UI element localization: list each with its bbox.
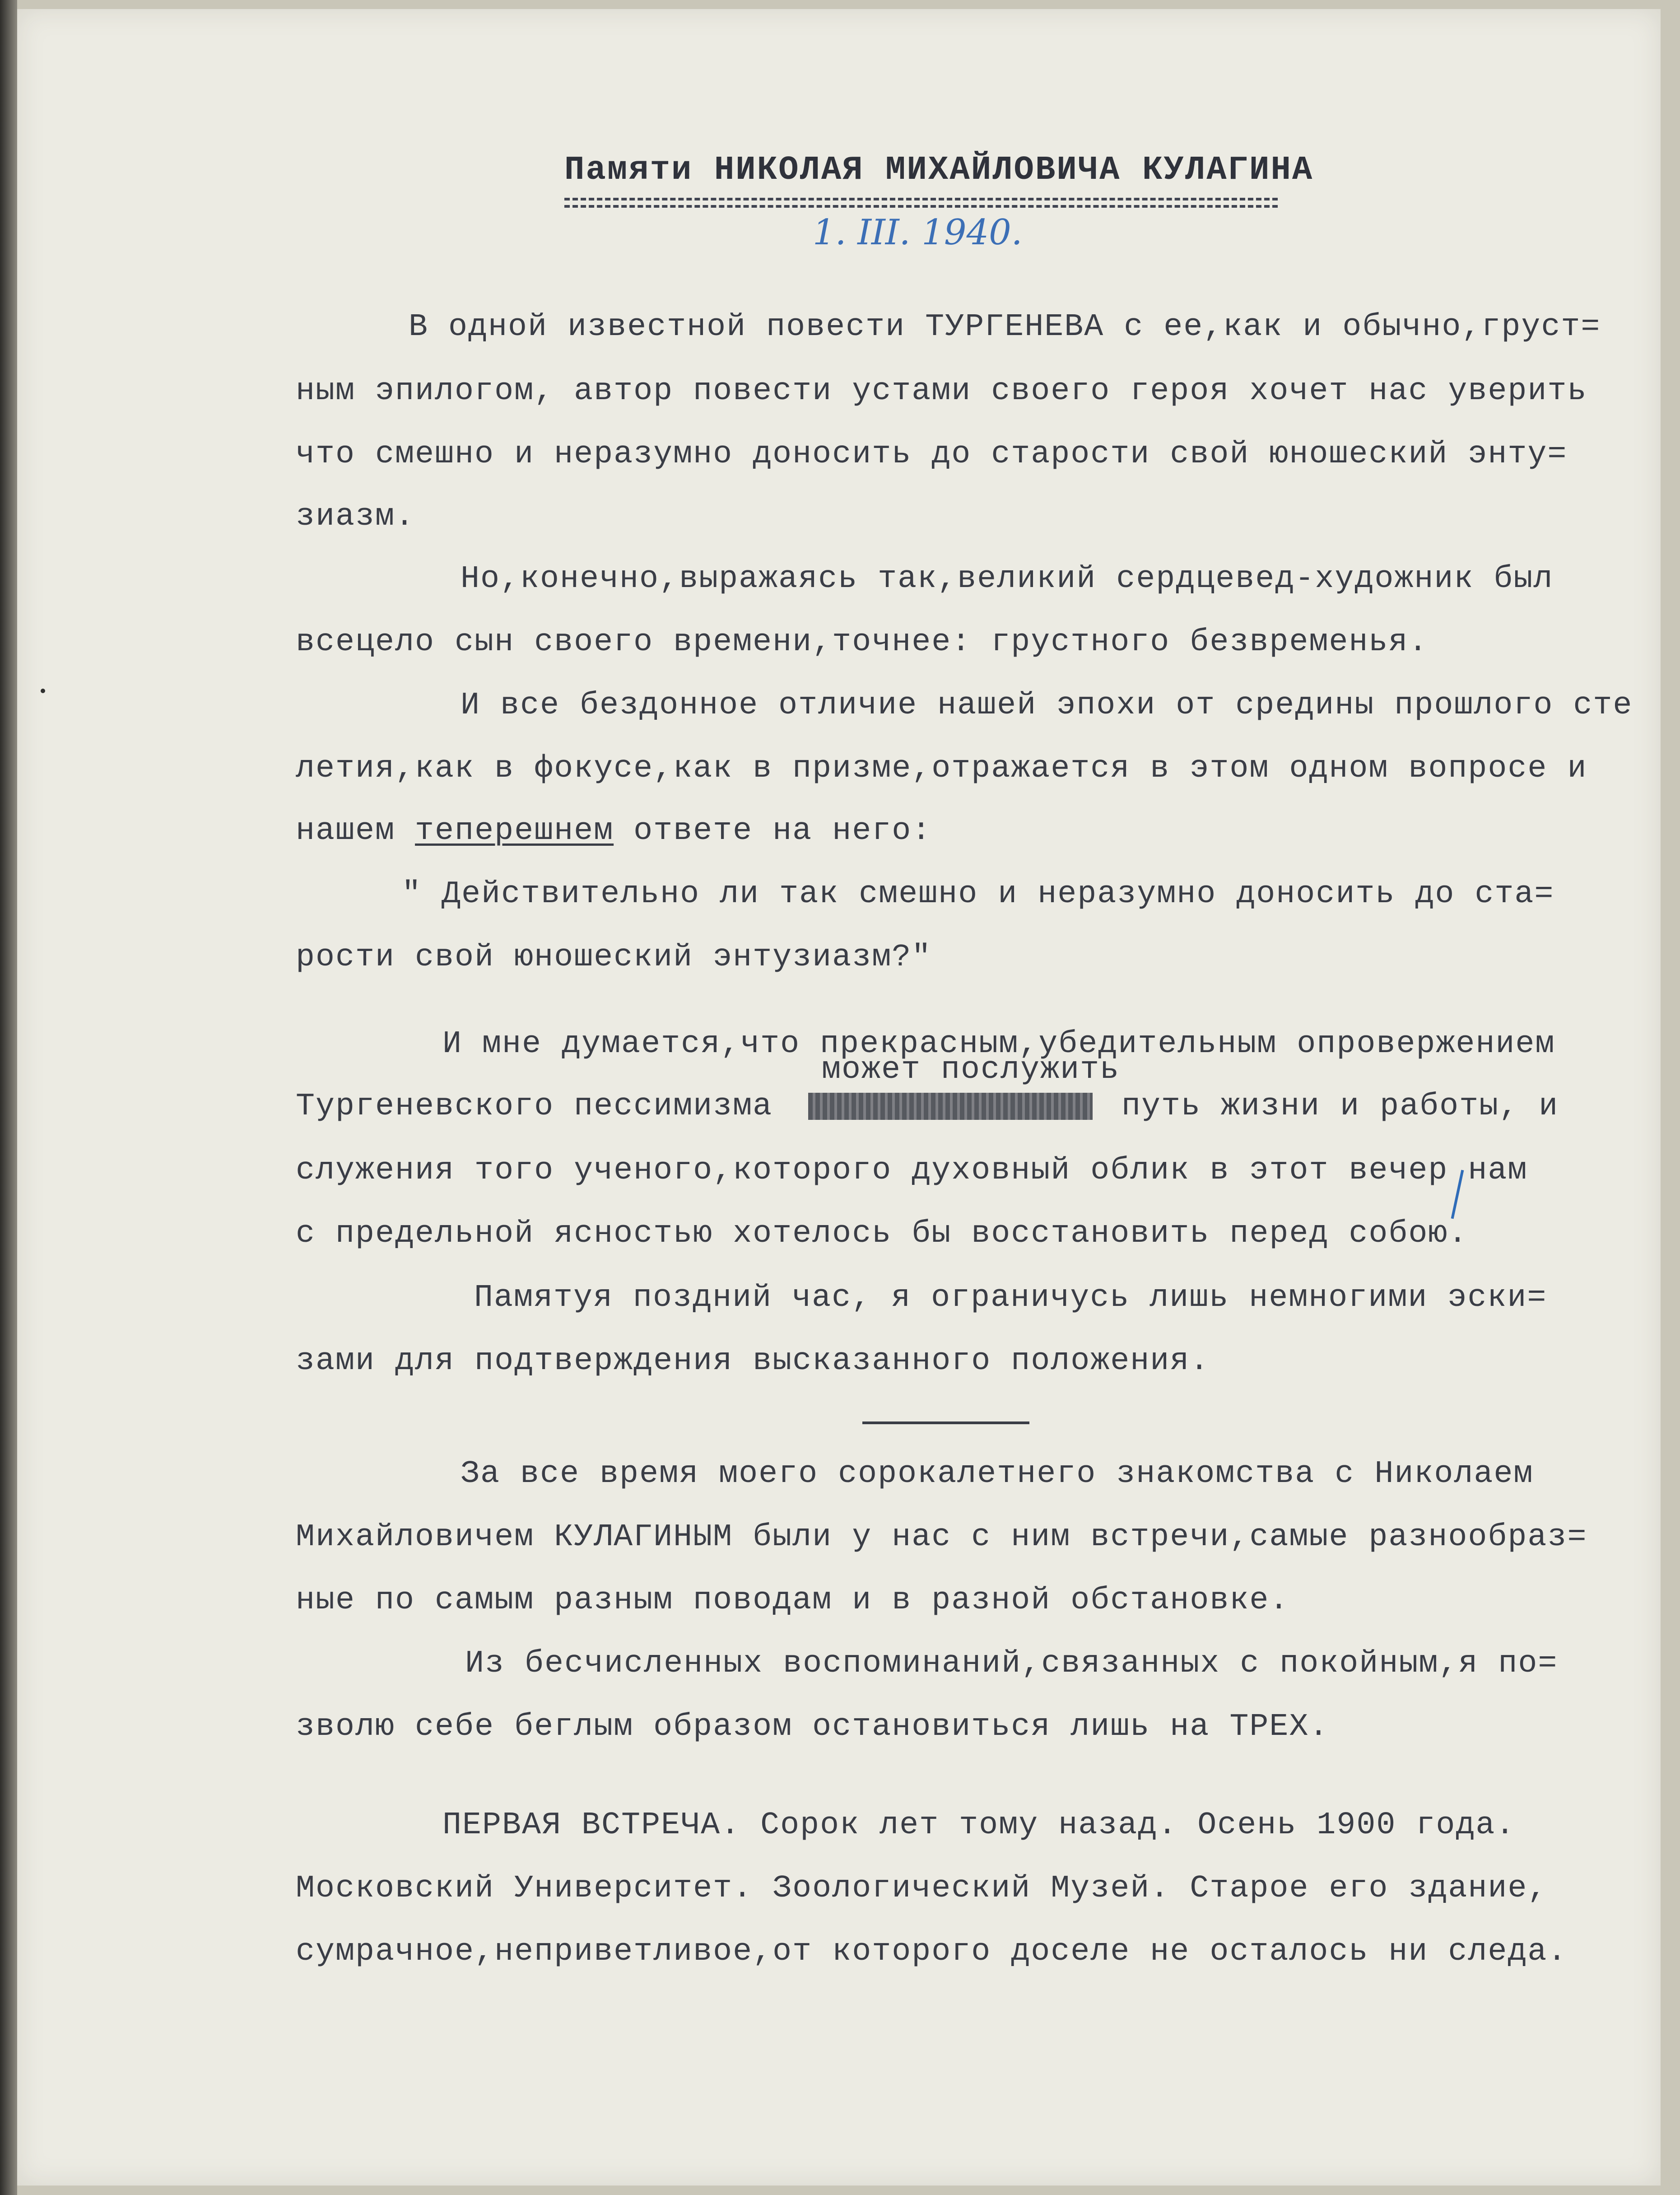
paragraph-line-13: с предельной ясностью хотелось бы восстановить перед собою. (296, 1216, 1468, 1252)
struck-out-text (808, 1093, 1093, 1120)
section-divider (862, 1421, 1029, 1424)
paragraph-line-10: И мне думается,что прекрасным,убедительным опровержением (442, 1026, 1555, 1062)
paragraph-line-9 (296, 811, 931, 852)
paragraph-line-2: ным эпилогом, автор повести устами своего героя хочет нас уверить (296, 373, 1587, 409)
paragraph-line-7: И все бездонное отличие нашей эпохи от средины прошлого сте (461, 688, 1633, 723)
paragraph-line-19: Из бесчисленных воспоминаний,связанных с покойным,я по= (465, 1646, 1558, 1682)
paragraph-line-17: Михайловичем КУЛАГИНЫМ были у нас с ним встречи,самые разнообраз= (296, 1519, 1587, 1555)
paragraph-line-18: ные по самым разным поводам и в разной обстановке. (296, 1583, 1289, 1618)
paragraph-line-23: сумрачное,неприветливое,от которого доселе не осталось ни следа. (296, 1934, 1568, 1970)
quote-line-2: рости свой юношеский энтузиазм?" (296, 940, 932, 975)
paragraph-line-11-end: путь жизни и работы, и (1102, 1089, 1559, 1124)
typed-insertion: может послужить (822, 1052, 1120, 1088)
page-title: Памяти НИКОЛАЯ МИХАЙЛОВИЧА КУЛАГИНА (564, 151, 1314, 189)
paragraph-line-16: За все время моего сорокалетнего знакомства с Николаем (461, 1456, 1534, 1492)
paragraph-line-1: В одной известной повести ТУРГЕНЕВА с ее,как и обычно,груст= (409, 309, 1601, 345)
quote-line-1: " Действительно ли так смешно и неразумно доносить до ста= (402, 876, 1554, 912)
underlined-word: теперешнем (415, 813, 614, 849)
line-9-start: нашем (296, 813, 415, 849)
paragraph-line-8: летия,как в фокусе,как в призме,отражается в этом одном вопросе и (296, 751, 1587, 787)
title-double-rule (564, 198, 1278, 208)
line-9-end: ответе на него: (614, 813, 932, 849)
paragraph-line-20: зволю себе беглым образом остановиться лишь на ТРЕХ. (296, 1709, 1329, 1745)
paragraph-line-12: служения того ученого,которого духовный облик в этот вечер нам (296, 1153, 1528, 1188)
paragraph-line-6: всецело сын своего времени,точнее: грустного безвременья. (296, 624, 1429, 660)
paragraph-line-3: что смешно и неразумно доносить до старости свой юношеский энту= (296, 437, 1568, 472)
paragraph-line-5: Но,конечно,выражаясь так,великий сердцевед-художник был (461, 561, 1554, 597)
paragraph-line-21: ПЕРВАЯ ВСТРЕЧА. Сорок лет тому назад. Осень 1900 года. (442, 1808, 1516, 1843)
margin-dot (41, 689, 45, 693)
paragraph-line-4: зиазм. (296, 499, 415, 535)
handwritten-date: 1. III. 1940. (813, 212, 1023, 253)
paragraph-line-22: Московский Университет. Зоологический Музей. Старое его здание, (296, 1871, 1548, 1906)
paragraph-line-14: Памятуя поздний час, я ограничусь лишь немногими эски= (474, 1280, 1547, 1316)
binding-edge (0, 0, 17, 2195)
paragraph-line-11-start: Тургеневского пессимизма (296, 1089, 773, 1124)
paragraph-line-15: зами для подтверждения высказанного положения. (296, 1343, 1210, 1379)
